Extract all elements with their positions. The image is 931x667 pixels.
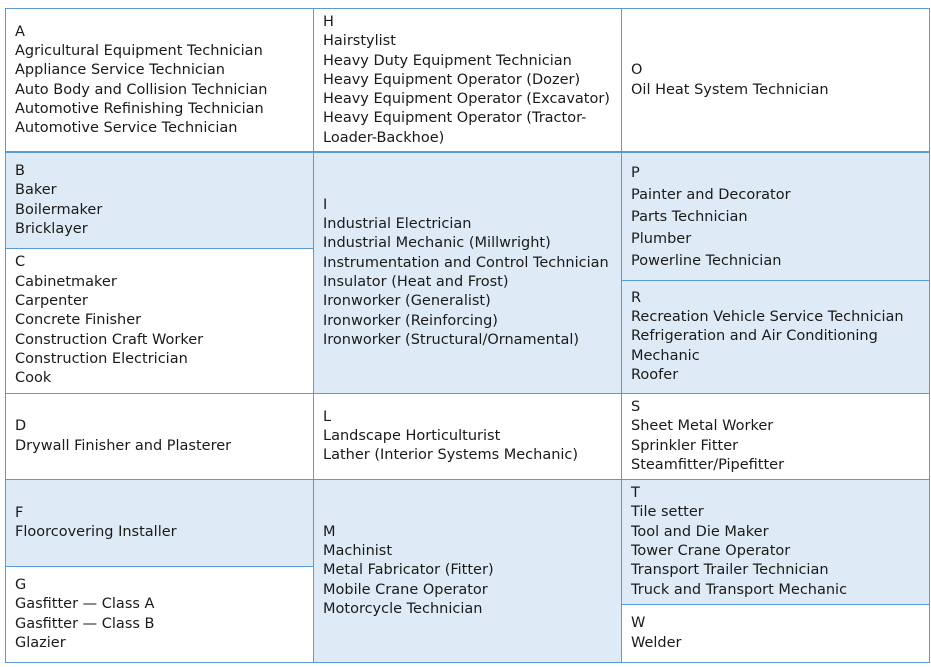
trade-item: Painter and Decorator [631,186,791,203]
group-letter: F [15,504,24,521]
trade-item: Sprinkler Fitter [631,437,739,454]
group-letter: S [631,398,641,415]
trade-item: Automotive Refinishing Technician [15,100,264,117]
trade-item: Heavy Duty Equipment Technician [323,52,572,69]
trade-item: Instrumentation and Control Technician [323,254,609,271]
trade-item: Motorcycle Technician [323,600,483,617]
group-cell-d [5,393,314,480]
trade-item: Ironworker (Reinforcing) [323,312,498,329]
trade-item: Bricklayer [15,220,88,237]
trade-item: Construction Craft Worker [15,331,204,348]
trade-item: Roofer [631,366,679,383]
trade-item: Welder [631,634,682,651]
group-letter: D [15,418,27,435]
group-cell-s [621,393,930,480]
trade-item: Appliance Service Technician [15,62,225,79]
trade-item: Agricultural Equipment Technician [15,42,263,59]
group-cell-c [5,248,314,394]
trade-item: Recreation Vehicle Service Technician [631,309,904,326]
group-cell-h [313,8,622,153]
trade-item: Floorcovering Installer [15,524,177,540]
trade-item: Mobile Crane Operator [323,581,488,598]
trade-item: Baker [15,182,57,199]
trade-item: Landscape Horticulturist [323,427,501,444]
group-cell-f [5,479,314,567]
group-letter: O [631,62,643,79]
group-cell-r [621,280,930,394]
trade-item: Sheet Metal Worker [631,418,774,435]
group-cell-w [621,604,930,663]
trade-item: Tower Crane Operator [631,543,791,559]
trade-item: Plumber [631,230,692,247]
trade-item: Ironworker (Structural/Ornamental) [323,331,580,348]
trade-item: Concrete Finisher [15,312,142,329]
group-letter: H [323,13,334,30]
trade-item: Boilermaker [15,201,103,218]
trade-item: Cabinetmaker [15,273,117,290]
trade-item: Lather (Interior Systems Mechanic) [323,447,579,464]
trade-item: Refrigeration and Air Conditioning Mechanic [631,328,878,364]
trade-item: Ironworker (Generalist) [323,293,491,310]
trade-item: Industrial Mechanic (Millwright) [323,235,551,252]
trade-item: Insulator (Heat and Frost) [323,274,509,290]
trade-item: Heavy Equipment Operator (Dozer) [323,71,581,88]
group-cell-o [621,8,930,153]
trade-item: Hairstylist [323,33,396,50]
trade-item: Parts Technician [631,208,748,225]
trade-item: Construction Electrician [15,350,188,367]
group-cell-g [5,566,314,663]
group-cell-m [313,479,622,663]
group-cell-l [313,393,622,480]
trade-item: Drywall Finisher and Plasterer [15,437,232,454]
trade-item: Automotive Service Technician [15,120,238,137]
group-letter: A [15,23,25,40]
trade-item: Powerline Technician [631,252,782,269]
trade-item: Steamfitter/Pipefitter [631,456,785,473]
trade-item: Gasfitter — Class A [15,596,155,613]
trade-item: Heavy Equipment Operator (Tractor- Loader-Backhoe) [323,110,587,146]
trade-item: Cook [15,370,52,387]
group-letter: L [323,408,332,425]
trade-item: Gasfitter — Class B [15,615,155,632]
trade-item: Industrial Electrician [323,216,472,233]
trade-item: Truck and Transport Mechanic [631,581,848,598]
trade-item: Oil Heat System Technician [631,81,829,98]
trade-item: Heavy Equipment Operator (Excavator) [323,91,610,108]
group-letter: M [323,523,336,540]
group-cell-t [621,479,930,605]
group-letter: T [631,485,640,502]
group-letter: P [631,164,640,181]
group-letter: G [15,576,27,593]
trade-item: Tool and Die Maker [631,523,769,540]
group-cell-i [313,152,622,394]
trade-item: Glazier [15,634,66,651]
trade-item: Tile setter [631,504,704,521]
group-cell-p [621,152,930,281]
trade-item: Metal Fabricator (Fitter) [323,562,494,579]
group-letter: B [15,162,25,179]
trade-item: Carpenter [15,293,88,310]
trade-item: Machinist [323,543,393,560]
group-cell-a [5,8,314,153]
trade-item: Auto Body and Collision Technician [15,81,268,98]
group-cell-b [5,152,314,249]
trade-item: Transport Trailer Technician [631,562,829,579]
row-divider [5,151,929,153]
group-letter: R [631,289,642,306]
group-letter: C [15,254,26,271]
group-letter: I [323,196,328,213]
group-letter: W [631,615,646,632]
